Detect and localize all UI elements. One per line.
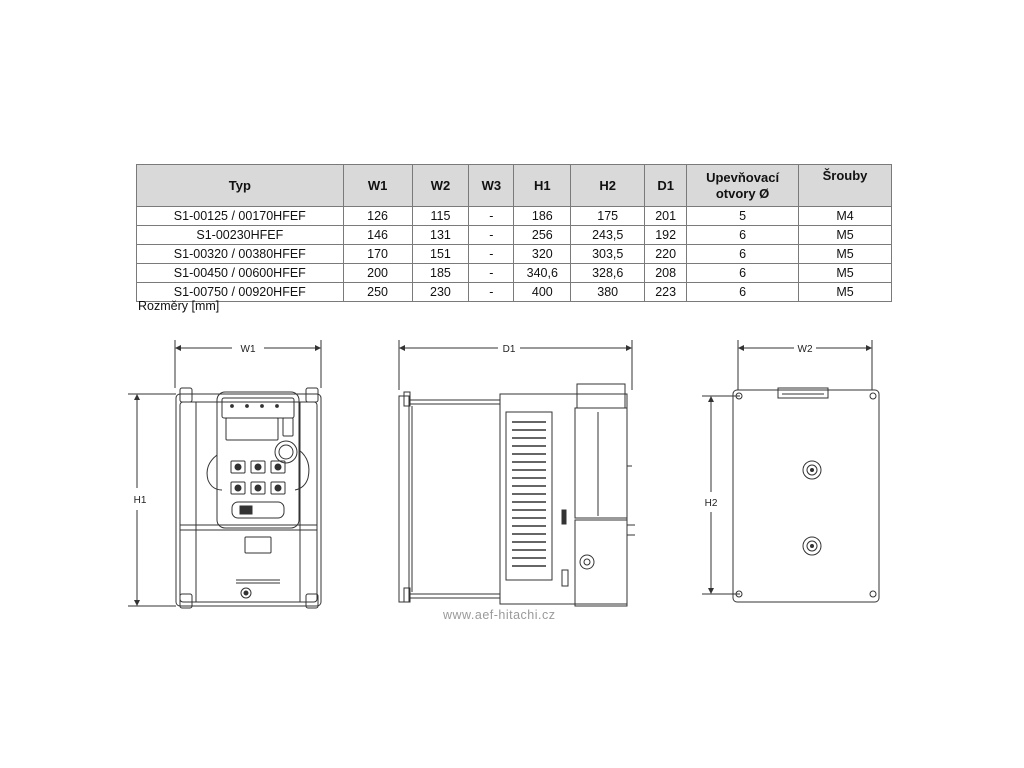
header-typ: Typ <box>137 165 344 207</box>
cell-holes: 6 <box>687 226 799 245</box>
cell-type: S1-00125 / 00170HFEF <box>137 207 344 226</box>
cell-h2: 328,6 <box>571 264 645 283</box>
table-row <box>137 245 892 264</box>
back-fan-hubs <box>810 468 814 548</box>
cell-w3: - <box>469 283 514 302</box>
cell-screws: M5 <box>799 283 892 302</box>
cell-holes: 6 <box>687 283 799 302</box>
cell-h2: 175 <box>571 207 645 226</box>
front-width-label: W1 <box>240 344 256 355</box>
cell-w2: 185 <box>412 264 469 283</box>
cell-screws: M4 <box>799 207 892 226</box>
front-view-drawing <box>128 340 321 608</box>
cell-type: S1-00230HFEF <box>137 226 344 245</box>
watermark-text: www.aef-hitachi.cz <box>443 608 556 622</box>
cell-d1: 223 <box>645 283 687 302</box>
header-h2: H2 <box>571 165 645 207</box>
cell-w1: 200 <box>343 264 412 283</box>
cell-holes: 6 <box>687 245 799 264</box>
cell-d1: 201 <box>645 207 687 226</box>
cell-screws: M5 <box>799 264 892 283</box>
cell-holes: 5 <box>687 207 799 226</box>
cell-w3: - <box>469 245 514 264</box>
header-mounting-holes: Upevňovací otvory Ø <box>687 165 799 207</box>
cell-h1: 186 <box>514 207 571 226</box>
side-vents <box>512 422 546 566</box>
cell-w3: - <box>469 207 514 226</box>
back-height-label: H2 <box>704 498 718 509</box>
table-row <box>137 207 892 226</box>
header-d1: D1 <box>645 165 687 207</box>
cell-screws: M5 <box>799 226 892 245</box>
units-note: Rozměry [mm] <box>138 299 220 313</box>
front-height-label: H1 <box>133 495 147 506</box>
cell-type: S1-00320 / 00380HFEF <box>137 245 344 264</box>
cell-w3: - <box>469 226 514 245</box>
cell-type: S1-00450 / 00600HFEF <box>137 264 344 283</box>
cell-h2: 380 <box>571 283 645 302</box>
header-w1: W1 <box>343 165 412 207</box>
header-w3: W3 <box>469 165 514 207</box>
cell-screws: M5 <box>799 245 892 264</box>
cell-w1: 250 <box>343 283 412 302</box>
cell-w1: 170 <box>343 245 412 264</box>
table-header-row <box>137 165 892 207</box>
cell-h1: 256 <box>514 226 571 245</box>
cell-h1: 400 <box>514 283 571 302</box>
cell-d1: 208 <box>645 264 687 283</box>
table-row <box>137 226 892 245</box>
dimensions-table <box>136 164 892 302</box>
table-row <box>137 283 892 302</box>
cell-w2: 131 <box>412 226 469 245</box>
cell-w3: - <box>469 264 514 283</box>
cell-h1: 340,6 <box>514 264 571 283</box>
cell-h1: 320 <box>514 245 571 264</box>
table-row <box>137 264 892 283</box>
cell-type: S1-00750 / 00920HFEF <box>137 283 344 302</box>
header-screws: Šrouby <box>799 165 892 207</box>
cell-w2: 151 <box>412 245 469 264</box>
cell-h2: 303,5 <box>571 245 645 264</box>
cell-w1: 146 <box>343 226 412 245</box>
cell-holes: 6 <box>687 264 799 283</box>
cell-d1: 220 <box>645 245 687 264</box>
back-width-label: W2 <box>797 344 813 355</box>
technical-drawings <box>0 330 1024 630</box>
cell-w2: 115 <box>412 207 469 226</box>
cell-w2: 230 <box>412 283 469 302</box>
header-h1: H1 <box>514 165 571 207</box>
cell-h2: 243,5 <box>571 226 645 245</box>
cell-d1: 192 <box>645 226 687 245</box>
header-w2: W2 <box>412 165 469 207</box>
back-view-drawing <box>702 340 879 602</box>
cell-w1: 126 <box>343 207 412 226</box>
side-depth-label: D1 <box>502 344 516 355</box>
